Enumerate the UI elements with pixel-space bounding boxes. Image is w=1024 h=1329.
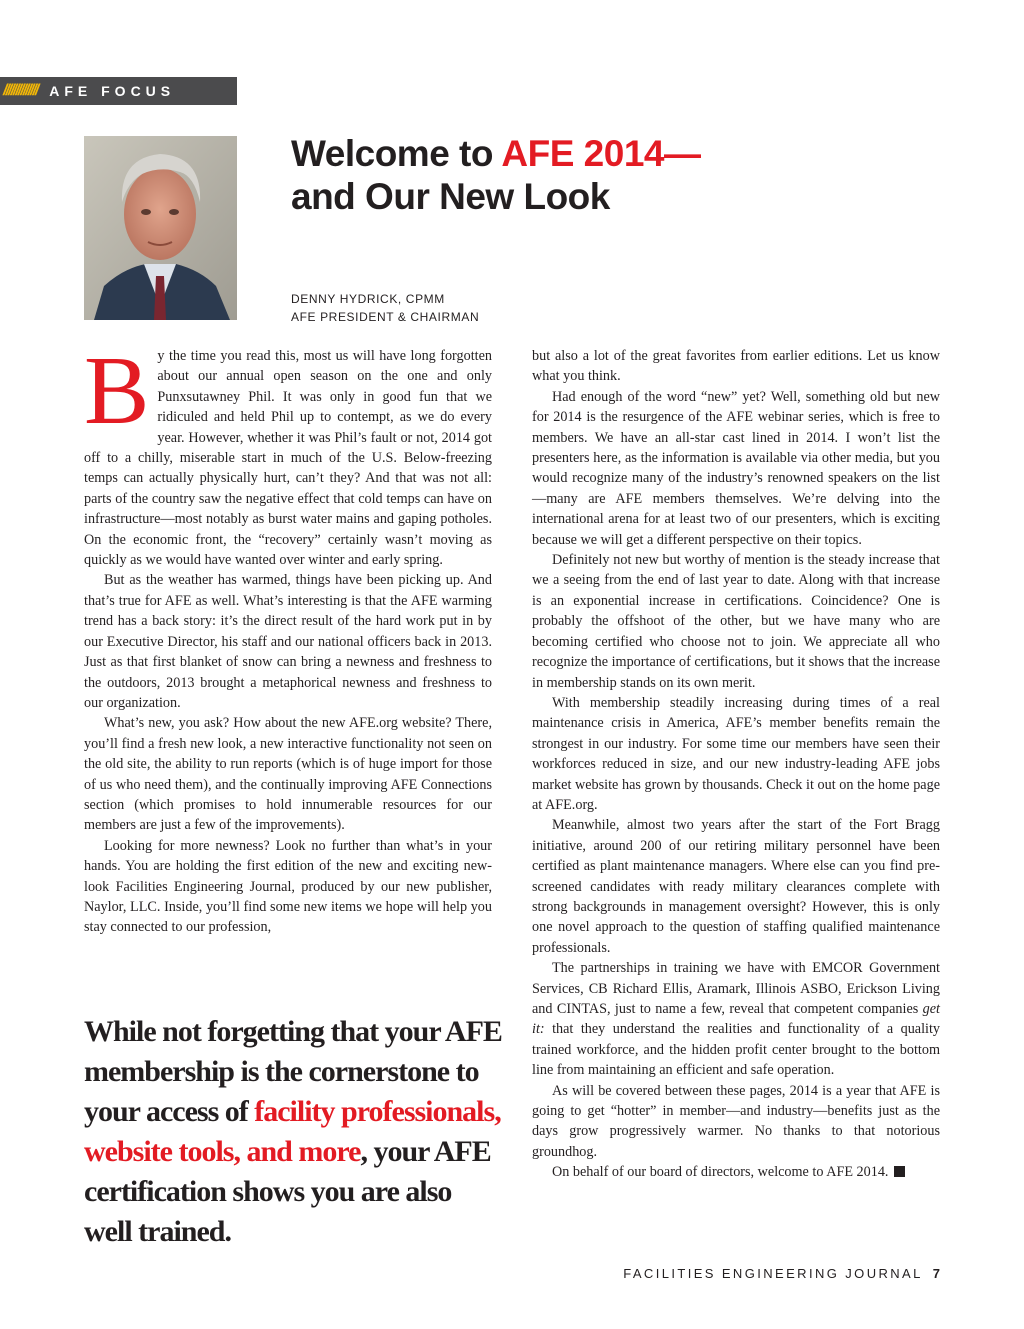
section-banner [0, 77, 237, 105]
headline-highlight: AFE 2014— [501, 133, 701, 174]
page-number: 7 [932, 1266, 940, 1281]
paragraph: Definitely not new but worthy of mention is the steady increase that we a seeing from the end of last year to date. Along with that increase is an exponential increase in certifications. Coincidence? One is probably the offshoot of the other, but we have many who are becoming certified who choose not to join. We appreciate all who recognize the importance of certifications, but it shows that the increase in membership stands on its own merit. [532, 552, 940, 691]
paragraph: But as the weather has warmed, things have been picking up. And that’s true for AFE as well. What’s interesting is that the AFE warming trend has a back story: it’s the direct result of the hard work put in by our Executive Director, his staff and our national officers back in 2013. Just as that first blanket of snow can bring a newness and freshness to the outdoors, 2013 brought a metaphorical newness and freshness to our organization. [84, 572, 492, 711]
paragraph: Had enough of the word “new” yet? Well, something old but new for 2014 is the resurgence of the AFE webinar series, which is free to members. We have an all-star cast lined in 2014. I won’t list the presenters here, as the information is available via other media, but you would recognize many of the industry’s renowned speakers on the list—many are AFE members themselves. We’re delving into the international arena for at least two of our presenters, which is exciting because we will get a different perspective on their topics. [532, 388, 940, 548]
paragraph [532, 958, 940, 1080]
headline-part1: Welcome to [291, 133, 502, 174]
drop-cap: B [84, 337, 150, 445]
pull-quote [84, 1012, 504, 1252]
paragraph [532, 1162, 940, 1182]
right-column [532, 346, 940, 1183]
left-column [84, 337, 492, 938]
page-footer [623, 1266, 940, 1281]
emphasis-text: get it: [532, 1001, 940, 1038]
journal-name: FACILITIES ENGINEERING JOURNAL [623, 1266, 923, 1281]
paragraph-text: that they understand the realities and functionality of a quality trained workforce, and the hidden profit center brought to the bottom line from maintaining an efficient and safe operation. [532, 1021, 940, 1079]
paragraph: With membership steadily increasing during times of a real maintenance crisis in America, AFE’s member benefits remain the strongest in our industry. For some time our members have seen their workforces reduced in size, and our new industry-leading AFE jobs market website has grown by thousands. Check it out on the home page at AFE.org. [532, 694, 940, 813]
paragraph-text: On behalf of our board of directors, welcome to AFE 2014. [552, 1164, 889, 1181]
author-title: AFE PRESIDENT & CHAIRMAN [291, 310, 480, 324]
pullquote-highlight: facility professionals, website tools, and more [84, 1095, 501, 1168]
section-label: AFE FOCUS [49, 83, 176, 99]
paragraph: What’s new, you ask? How about the new AFE.org website? There, you’ll find a fresh new look, a new interactive functionality not seen on the old site, the ability to run reports (which is of huge import for those of us who need them), and the continually improving AFE Connections section (which promises to hold innumerable resources for our members are just a few of the improvements). [84, 715, 492, 834]
paragraph-text: The partnerships in training we have with EMCOR Government Services, CB Richard Ellis, Aramark, Illinois ASBO, Erickson Living and CINTAS, just to name a few, reveal that competent companies [532, 960, 940, 1017]
paragraph: Meanwhile, almost two years after the start of the Fort Bragg initiative, around 200 of our retiring military personnel have been certified as plant maintenance managers. Where else can you find pre-screened candidates with ready military clearances complete with strong backgrounds in management oversight? However, this is only one novel approach to the question of staffing qualified maintenance professionals. [532, 817, 940, 956]
paragraph: Looking for more newness? Look no further than what’s in your hands. You are holding the first edition of the new and exciting new-look Facilities Engineering Journal, produced by our new publisher, Naylor, LLC. Inside, you’ll find some new items we hope will help you stay connected to our profession, [84, 837, 492, 936]
byline [291, 290, 479, 326]
section-hatch-decoration: ////////////// [3, 82, 38, 99]
author-photo [84, 136, 237, 320]
paragraph: but also a lot of the great favorites from earlier editions. Let us know what you think. [532, 348, 940, 385]
headline-line2: and Our New Look [291, 176, 610, 217]
paragraph-text: y the time you read this, most us will have long forgotten about our annual open season on the one and only Punxsutawney Phil. It was only in good fun that we ridiculed and held Phil up to contempt, as we do every year. However, whether it was Phil’s fault or not, 2014 got off to a chilly, miserable start in much of the U.S. Below-freezing temps can actually physically hurt, can’t they? And that was not all: parts of the country saw the negative effect that cold temps can have on infrastructure—most notably as burst water mains and gaping potholes. On the economic front, the “recovery” certainly wasn’t moving as quickly as we would have wanted over winter and early spring. [84, 348, 492, 569]
pullquote-part1: While not forgetting that your AFE membership is the cornerstone to your access of [84, 1015, 502, 1128]
end-mark-icon [894, 1166, 905, 1177]
author-name: DENNY HYDRICK, CPMM [291, 292, 445, 306]
paragraph: As will be covered between these pages, 2014 is a year that AFE is going to get “hotter” in member—and industry—benefits just as the days grow progressively warmer. No thanks to that notorious groundhog. [532, 1082, 940, 1160]
paragraph [84, 337, 492, 570]
article-headline [291, 132, 851, 218]
pullquote-part2: , your AFE certification shows you are also well trained. [84, 1135, 491, 1248]
